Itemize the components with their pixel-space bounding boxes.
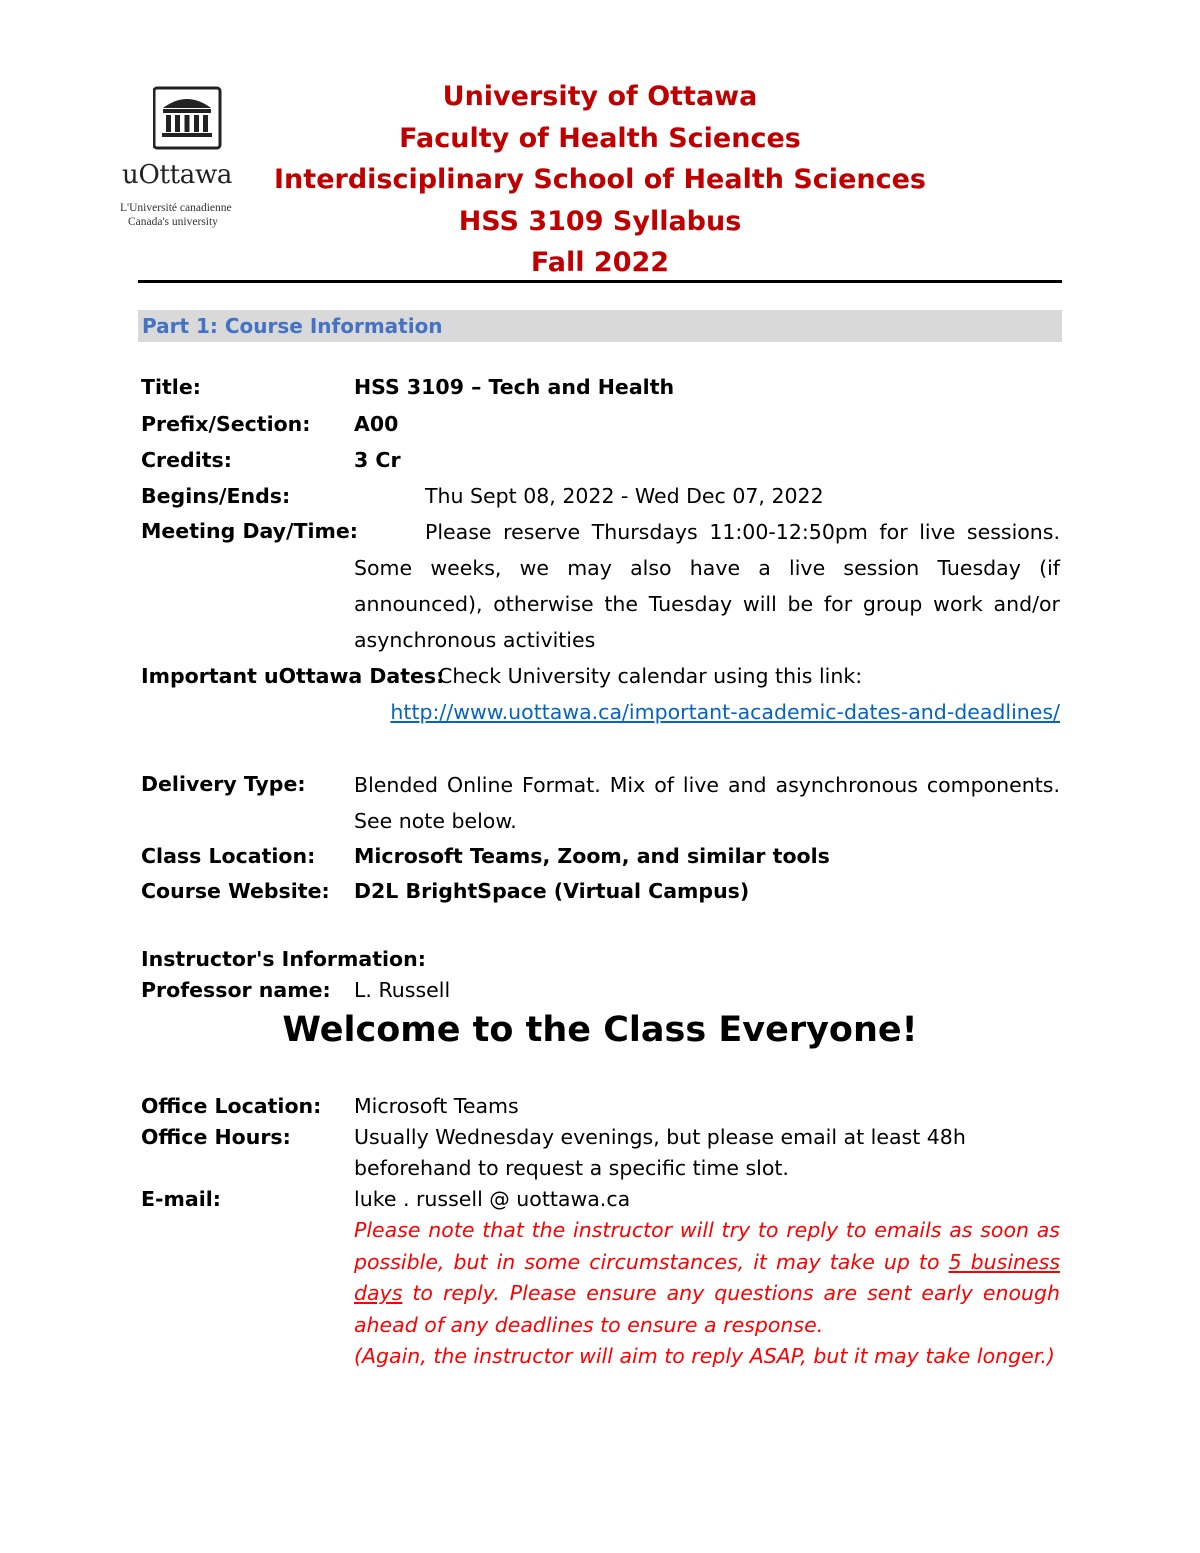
website-label: Course Website: xyxy=(141,879,330,903)
email-note xyxy=(354,1215,1060,1373)
office-location-label: Office Location: xyxy=(141,1094,322,1118)
section-header xyxy=(138,310,1062,342)
dates-label: Begins/Ends: xyxy=(141,484,291,508)
email-note-again: (Again, the instructor will aim to reply ASAP, but it may take longer.) xyxy=(354,1344,1055,1368)
prefix-label: Prefix/Section: xyxy=(141,412,311,436)
email-label: E-mail: xyxy=(141,1187,221,1211)
meeting-label: Meeting Day/Time: xyxy=(141,519,358,543)
professor-value: L. Russell xyxy=(354,978,451,1002)
email-note-part2: to reply. Please ensure any questions are sent early enough ahead of any deadlines to ensure a response. xyxy=(354,1281,1060,1337)
title-value: HSS 3109 – Tech and Health xyxy=(354,375,675,399)
header-university: University of Ottawa xyxy=(442,81,758,112)
email-note-business-days: 5 business days xyxy=(354,1249,1061,1305)
location-label: Class Location: xyxy=(141,844,316,868)
header-divider xyxy=(138,280,1062,283)
credits-label: Credits: xyxy=(141,448,232,472)
instructor-heading: Instructor's Information: xyxy=(141,947,426,971)
title-label: Title: xyxy=(141,375,201,399)
website-value: D2L BrightSpace (Virtual Campus) xyxy=(354,879,750,903)
location-value: Microsoft Teams, Zoom, and similar tools xyxy=(354,844,830,868)
header-faculty: Faculty of Health Sciences xyxy=(399,122,801,154)
header-school: Interdisciplinary School of Health Sciences xyxy=(274,164,926,195)
email-value[interactable]: luke . russell @ uottawa.ca xyxy=(354,1187,631,1211)
email-note-paragraph xyxy=(354,1215,1060,1341)
delivery-value: Blended Online Format. Mix of live and asynchronous components. See note below. xyxy=(354,773,1060,833)
professor-label: Professor name: xyxy=(141,978,331,1002)
important-dates-link[interactable]: http://www.uottawa.ca/important-academic-dates-and-deadlines/ xyxy=(390,700,1060,724)
document-header xyxy=(200,76,1000,284)
office-location-value: Microsoft Teams xyxy=(354,1094,519,1118)
credits-value: 3 Cr xyxy=(354,448,401,472)
dates-value: Thu Sept 08, 2022 - Wed Dec 07, 2022 xyxy=(425,484,824,508)
logo-tagline-fr: L'Université canadienne xyxy=(120,202,232,214)
header-course: HSS 3109 Syllabus xyxy=(458,205,742,237)
prefix-value: A00 xyxy=(354,412,399,436)
logo-wordmark: uOttawa xyxy=(122,160,233,190)
meeting-value: Please reserve Thursdays 11:00-12:50pm for live sessions. Some weeks, we may also have a live session Tuesday (if announced), otherwise the Tuesday will be for group work and/or asynchronous activities xyxy=(354,520,1060,652)
header-term: Fall 2022 xyxy=(530,247,670,278)
email-note-part1: Please note that the instructor will try to reply to emails as soon as possible, but in some circumstances, it may take up to xyxy=(354,1218,1060,1274)
important-dates-label: Important uOttawa Dates: xyxy=(141,664,445,688)
logo-tagline-en: Canada's university xyxy=(128,216,218,228)
important-dates-value: Check University calendar using this link: xyxy=(438,664,863,688)
office-hours-value: Usually Wednesday evenings, but please email at least 48h beforehand to request a specific time slot. xyxy=(354,1125,966,1180)
section-title: Part 1: Course Information xyxy=(142,314,443,338)
office-hours-label: Office Hours: xyxy=(141,1125,291,1149)
welcome-heading: Welcome to the Class Everyone! xyxy=(282,1010,918,1050)
delivery-label: Delivery Type: xyxy=(141,772,306,796)
